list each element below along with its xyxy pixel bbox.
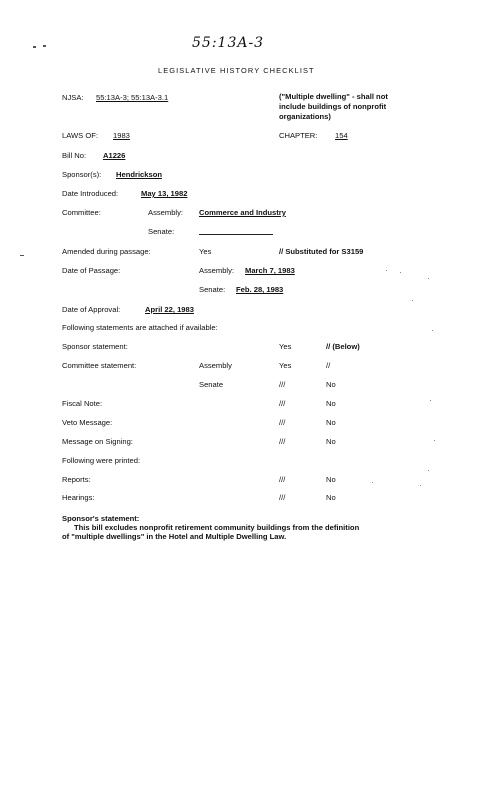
scan-speck (372, 482, 373, 483)
hearings-col1: /// (279, 493, 286, 502)
committee-assembly-value: Commerce and Industry (199, 208, 286, 217)
reports-label: Reports: (62, 475, 91, 484)
date-of-approval-label: Date of Approval: (62, 305, 121, 314)
scan-speck (420, 485, 421, 486)
scan-speck (412, 300, 413, 301)
veto-message-col1: /// (279, 418, 286, 427)
laws-of-label: LAWS OF: (62, 131, 99, 140)
committee-statement-col2: // (326, 361, 331, 370)
signing-message-label: Message on Signing: (62, 437, 133, 446)
sponsor-statement-col2: // (Below) (326, 342, 360, 351)
stray-mark (20, 255, 24, 256)
hearings-col2: No (326, 493, 336, 502)
passage-assembly-label: Assembly: (199, 266, 235, 275)
njsa-label: NJSA: (62, 93, 84, 102)
hearings-label: Hearings: (62, 493, 95, 502)
sponsors-value: Hendrickson (116, 170, 162, 179)
fiscal-note-col2: No (326, 399, 336, 408)
committee-assembly-label: Assembly: (148, 208, 184, 217)
attached-heading: Following statements are attached if available: (62, 323, 218, 332)
committee-statement-col1: Yes (279, 361, 292, 370)
passage-senate-label: Senate: (199, 285, 226, 294)
scan-speck (386, 270, 387, 271)
committee-statement-label: Committee statement: (62, 361, 137, 370)
committee-statement-senate: Senate (199, 380, 224, 389)
passage-senate-value: Feb. 28, 1983 (236, 285, 284, 294)
scan-speck (400, 272, 401, 273)
handwritten-statute-number: 55:13A-3 (192, 35, 265, 51)
note-line-3: organizations) (279, 112, 331, 121)
committee-senate-col2: No (326, 380, 336, 389)
stray-mark (33, 46, 36, 48)
committee-senate-label: Senate: (148, 227, 175, 236)
fiscal-note-label: Fiscal Note: (62, 399, 103, 408)
njsa-value: 55:13A-3; 55:13A-3.1 (96, 93, 169, 102)
sponsor-statement-line-2: of "multiple dwellings" in the Hotel and Multiple Dwelling Law. (62, 532, 287, 541)
fiscal-note-col1: /// (279, 399, 286, 408)
bill-no-label: Bill No: (62, 151, 87, 160)
bill-no-value: A1226 (103, 151, 126, 160)
date-of-passage-label: Date of Passage: (62, 266, 121, 275)
signing-message-col2: No (326, 437, 336, 446)
amended-value: Yes (199, 247, 212, 256)
passage-assembly-value: March 7, 1983 (245, 266, 295, 275)
date-introduced-value: May 13, 1982 (141, 189, 188, 198)
stray-mark (43, 45, 46, 47)
date-introduced-label: Date Introduced: (62, 189, 119, 198)
committee-statement-assembly: Assembly (199, 361, 232, 370)
chapter-label: CHAPTER: (279, 131, 318, 140)
substituted-note: // Substituted for S3159 (279, 247, 364, 256)
committee-label: Committee: (62, 208, 101, 217)
scan-speck (434, 440, 435, 441)
committee-senate-blank-line (199, 234, 273, 235)
sponsors-label: Sponsor(s): (62, 170, 102, 179)
page-title: LEGISLATIVE HISTORY CHECKLIST (158, 66, 315, 75)
laws-of-value: 1983 (113, 131, 130, 140)
note-line-1: ("Multiple dwelling" - shall not (279, 92, 388, 101)
committee-senate-col1: /// (279, 380, 286, 389)
sponsor-statement-col1: Yes (279, 342, 292, 351)
sponsor-statement-line-1: This bill excludes nonprofit retirement community buildings from the definition (74, 523, 360, 532)
scan-speck (428, 278, 429, 279)
scan-speck (430, 400, 431, 401)
reports-col2: No (326, 475, 336, 484)
chapter-value: 154 (335, 131, 348, 140)
sponsor-statement-heading: Sponsor's statement: (62, 514, 140, 523)
date-of-approval-value: April 22, 1983 (145, 305, 194, 314)
printed-heading: Following were printed: (62, 456, 141, 465)
amended-label: Amended during passage: (62, 247, 151, 256)
veto-message-col2: No (326, 418, 336, 427)
signing-message-col1: /// (279, 437, 286, 446)
note-line-2: include buildings of nonprofit (279, 102, 387, 111)
scan-speck (432, 330, 433, 331)
scan-speck (428, 470, 429, 471)
sponsor-statement-label: Sponsor statement: (62, 342, 128, 351)
veto-message-label: Veto Message: (62, 418, 113, 427)
reports-col1: /// (279, 475, 286, 484)
